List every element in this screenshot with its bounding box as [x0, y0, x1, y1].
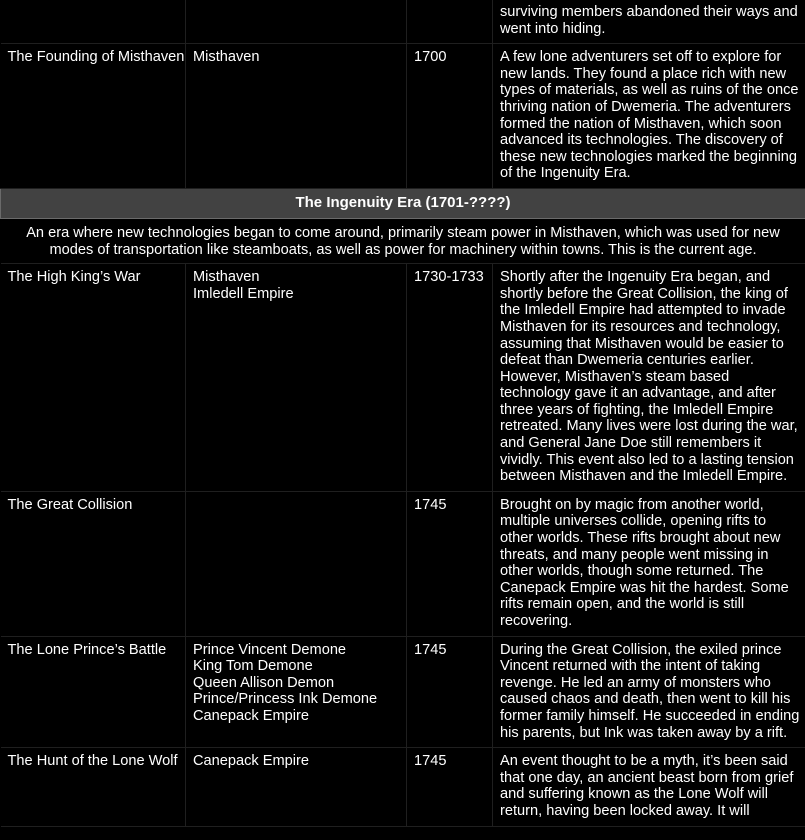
event-name: The High King’s War — [1, 264, 186, 492]
event-year: 1745 — [407, 636, 493, 748]
participant: Imledell Empire — [193, 285, 294, 302]
event-description: Shortly after the Ingenuity Era began, and shortly before the Great Collision, the king of the Imledell Empire had attempted to invade Misthaven for its resources and technology, assuming that Misthaven would be easier to defeat than Dwemeria centuries earlier. However, Misthaven’s steam based technology gave it an advantage, and after three years of fighting, the Imledell Empire retreated. Many lives were lost during the war, and General Jane Doe still remembers it vividly. This event also led to a lasting tension between Misthaven and the Imledell Empire. — [493, 264, 805, 492]
participant: King Tom Demone — [193, 658, 313, 675]
table-row — [1, 0, 805, 44]
participant: Misthaven — [193, 49, 260, 66]
table-row — [1, 44, 805, 189]
participant: Queen Allison Demon — [193, 674, 335, 691]
event-name: The Hunt of the Lone Wolf — [1, 748, 186, 826]
table-row — [1, 636, 805, 748]
participant: Canepack Empire — [193, 753, 309, 770]
event-name: The Lone Prince’s Battle — [1, 636, 186, 748]
event-description: During the Great Collision, the exiled prince Vincent returned with the intent of taking revenge. He led an army of monsters who caused chaos and death, then went to kill his former family himself. He succeeded in ending his parents, but Ink was taken away by a rift. — [493, 636, 805, 748]
era-header — [1, 188, 805, 218]
participant: Prince Vincent Demone — [193, 641, 347, 658]
event-participants — [186, 491, 407, 636]
event-year: 1745 — [407, 748, 493, 826]
event-participants — [186, 636, 407, 748]
table-row — [1, 748, 805, 826]
participant: Prince/Princess Ink Demone — [193, 691, 378, 708]
event-description: A few lone adventurers set off to explore for new lands. They found a place rich with new types of materials, as well as ruins of the once thriving nation of Dwemeria. The adventurers formed the nation of Misthaven, which soon advanced its technologies. The discovery of these new technologies marked the beginning of the Ingenuity Era. — [493, 44, 805, 189]
era-description-row — [1, 218, 805, 263]
event-participants — [186, 748, 407, 826]
description-line: surviving members abandoned their ways and — [500, 4, 798, 20]
era-title: The Ingenuity Era (1701-????) — [1, 188, 805, 218]
event-description: Brought on by magic from another world, multiple universes collide, opening rifts to other worlds. These rifts brought about new threats, and many people went missing in other worlds, though some returned. The Canepack Empire was hit the hardest. Some rifts remain open, and the world is still recovering. — [493, 491, 805, 636]
participant: Canepack Empire — [193, 707, 309, 724]
participant: Misthaven — [193, 269, 260, 286]
event-year: 1730-1733 — [407, 264, 493, 492]
event-year: 1745 — [407, 491, 493, 636]
event-year: 1700 — [407, 44, 493, 189]
era-description: An era where new technologies began to come around, primarily steam power in Misthaven, which was used for new modes of transportation like steamboats, as well as power for machinery within towns. This is the current age. — [1, 218, 805, 263]
description-line: went into hiding. — [500, 20, 606, 37]
event-description: An event thought to be a myth, it’s been said that one day, an ancient beast born from grief and suffering known as the Lone Wolf will return, having been locked away. It will — [493, 748, 805, 826]
event-participants — [186, 264, 407, 492]
table-row — [1, 264, 805, 492]
event-name: The Founding of Misthaven — [1, 44, 186, 189]
event-name: The Great Collision — [1, 491, 186, 636]
event-participants — [186, 44, 407, 189]
table-row — [1, 491, 805, 636]
event-description — [493, 0, 805, 44]
